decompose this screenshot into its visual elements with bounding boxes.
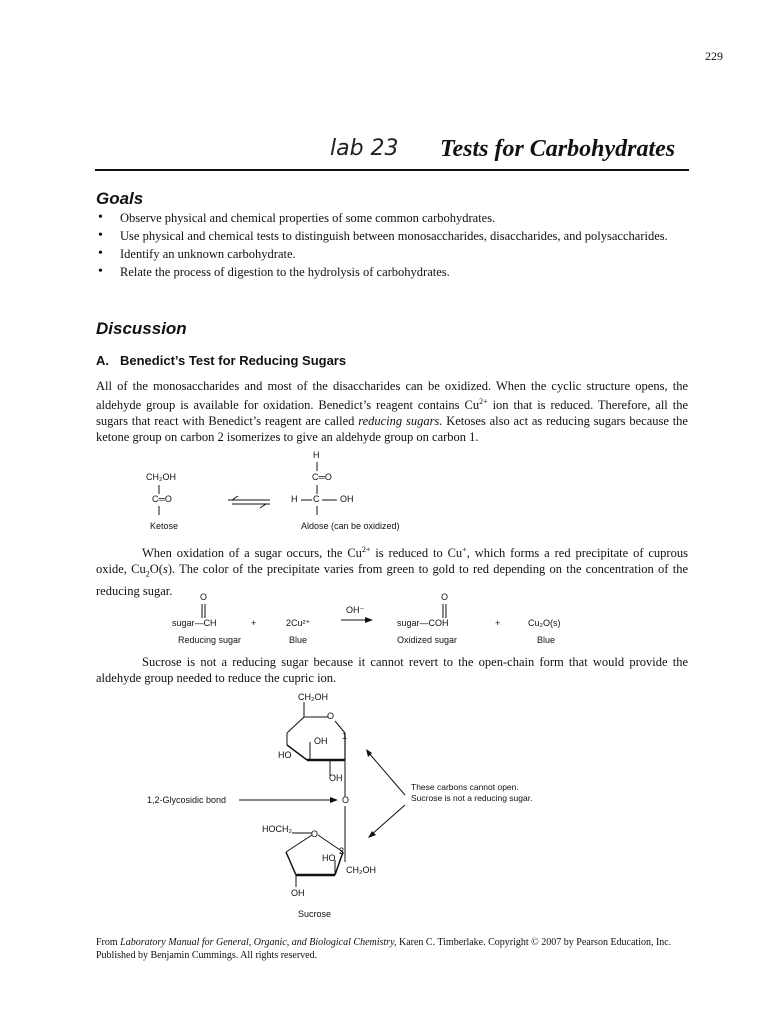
oxidized-sugar-formula: sugar—COH [397, 618, 449, 628]
glucose-lower-oh: OH [329, 773, 343, 783]
carbon-1-number: 1 [342, 731, 348, 741]
sucrose-caption: Sucrose [298, 909, 332, 919]
cuprous-color-label: Blue [537, 635, 556, 645]
reducing-carbonyl-o: O [200, 592, 208, 602]
oxidized-carbonyl-o: O [441, 592, 449, 602]
paragraph-oxidation: When oxidation of a sugar occurs, the $Cu^{2+}$ is reduced to Cu+, which forms a red precipitate of cuprous oxide, $Cu_2O(s)$. The color of the precipitate varies from green to gold to red depending on the concentration of the reducing sugar. [96, 545, 688, 598]
paragraph-sucrose: Sucrose is not a reducing sugar because it cannot revert to the open-chain form that would provide the aldehyde group needed to reduce the cupric ion. [96, 655, 688, 685]
cupric-ion: 2Cu²⁺ [286, 618, 311, 628]
goal-item: • Identify an unknown carbohydrate. [96, 246, 691, 262]
cupric-color-label: Blue [289, 635, 308, 645]
aldose-oh: OH [340, 494, 354, 504]
cuprous-oxide: Cu₂O(s) [528, 618, 561, 628]
page-number: 229 [705, 49, 723, 63]
ketose-ch2oh: CH₂OH [146, 472, 176, 482]
section-a-title: Benedict’s Test for Reducing Sugars [120, 353, 347, 368]
section-a-label: A. [96, 353, 109, 368]
callout-note-line2: Sucrose is not a reducing sugar. [411, 793, 533, 803]
aldose-label: Aldose (can be oxidized) [301, 521, 400, 531]
carbon-2-number: 2 [339, 846, 345, 856]
aldose-carbon: C [313, 494, 320, 504]
ketose-carbonyl: C═O [152, 494, 172, 504]
callout-note-line1: These carbons cannot open. [411, 782, 519, 792]
goals-heading: Goals [96, 189, 144, 208]
goal-item: • Observe physical and chemical properties of some common carbohydrates. [96, 210, 691, 226]
footer-citation: From Laboratory Manual for General, Organic, and Biological Chemistry, Karen C. Timberlake. Copyright © 2007 by Pearson Education, Inc. Published by Benjamin Cummings. All rights reserved. [96, 937, 672, 961]
glucose-oh: OH [314, 736, 328, 746]
glucose-ho: HO [278, 750, 292, 760]
ketose-label: Ketose [150, 521, 179, 531]
fructose-oh: OH [291, 888, 305, 898]
page-title: Tests for Carbohydrates [440, 136, 676, 162]
glycosidic-bond-label: 1,2-Glycosidic bond [147, 795, 227, 805]
fructose-hoch2: HOCH₂ [262, 824, 292, 834]
handwritten-lab-label: lab 23 [330, 136, 399, 161]
oxidized-sugar-label: Oxidized sugar [397, 635, 458, 645]
plus-sign: + [251, 618, 257, 628]
reducing-sugar-label: Reducing sugar [178, 635, 242, 645]
aldose-h-top: H [313, 450, 320, 460]
aldose-h-left: H [291, 494, 298, 504]
paragraph-reducing-sugars: All of the monosaccharides and most of the disaccharides can be oxidized. When the cyclic structure opens, the aldehyde group is available for oxidation. Benedict’s reagent contains $Cu^{2+}$ ion that is reduced. Therefore, all the sugars that react with Benedict’s reagent are called reducing sugars. Ketoses also act as reducing sugars because the ketone group on carbon 2 isomerizes to give an aldehyde group on carbon 1. [96, 379, 689, 445]
fructose-ho: HO [322, 853, 336, 863]
aldose-carbonyl: C═O [312, 472, 332, 482]
hydroxide-catalyst: OH⁻ [346, 605, 365, 615]
fructose-ring-oxygen: O [311, 829, 319, 839]
plus-sign: + [495, 618, 501, 628]
glucose-ring-oxygen: O [327, 711, 335, 721]
glycosidic-oxygen: O [342, 795, 350, 805]
fructose-ch2oh: CH₂OH [346, 865, 376, 875]
goal-item: • Use physical and chemical tests to distinguish between monosaccharides, disaccharides, and polysaccharides. [96, 228, 691, 244]
reducing-sugar-formula: sugar—CH [172, 618, 217, 628]
glucose-ch2oh: CH₂OH [298, 692, 328, 702]
discussion-heading: Discussion [96, 319, 187, 338]
goal-item: • Relate the process of digestion to the hydrolysis of carbohydrates. [96, 264, 691, 280]
